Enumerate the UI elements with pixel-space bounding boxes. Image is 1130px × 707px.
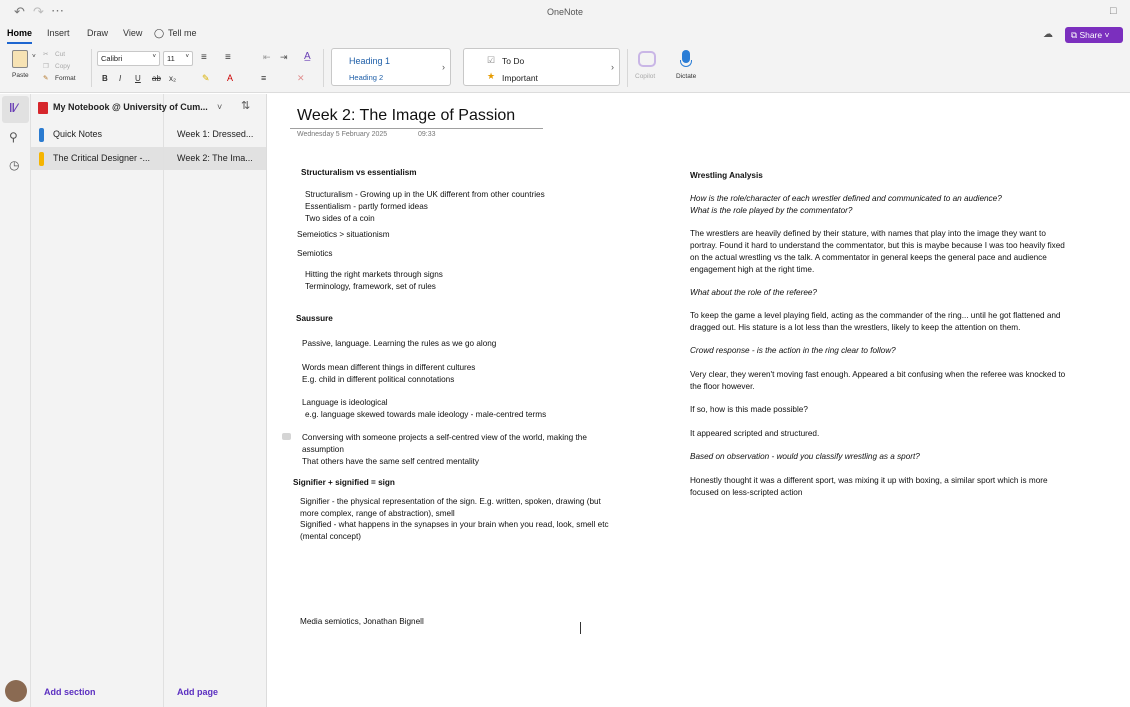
font-size-value: 11 xyxy=(167,54,175,63)
note-line[interactable]: Essentialism - partly formed ideas xyxy=(305,202,428,211)
heading-saussure[interactable]: Saussure xyxy=(296,314,333,323)
format-painter-icon: ✎ xyxy=(43,75,49,82)
highlight-icon[interactable]: ✎ xyxy=(202,73,210,83)
answer-line[interactable]: engagement high at the right time. xyxy=(690,265,815,274)
page-canvas[interactable] xyxy=(268,94,1130,707)
text-cursor xyxy=(580,622,581,634)
note-line[interactable]: e.g. language skewed towards male ideology - male-centred terms xyxy=(305,410,547,419)
tab-tell-me[interactable]: Tell me xyxy=(168,28,197,38)
title-underline xyxy=(290,128,543,129)
note-line[interactable]: That others have the same self centred mentality xyxy=(302,457,480,466)
answer-line[interactable]: Honestly thought it was a different sport, was mixing it up with boxing, a similar sport which is more xyxy=(690,476,1048,485)
question-line[interactable]: Based on observation - would you classify wrestling as a sport? xyxy=(690,452,920,461)
note-line[interactable]: Passive, language. Learning the rules as we go along xyxy=(302,339,497,348)
font-color-icon[interactable]: A xyxy=(227,73,234,83)
tag-important[interactable]: Important xyxy=(502,73,538,83)
question-line[interactable]: What is the role played by the commentator? xyxy=(690,206,853,215)
add-page-button[interactable]: Add page xyxy=(177,687,219,697)
active-tab-indicator xyxy=(7,42,32,44)
align-icon[interactable]: ≡ xyxy=(261,73,267,83)
page-item-week-2[interactable] xyxy=(164,147,266,170)
question-line[interactable]: What about the role of the referee? xyxy=(690,288,817,297)
ribbon xyxy=(0,45,1130,93)
answer-line[interactable]: focused on less-scripted action xyxy=(690,488,803,497)
italic-button[interactable]: I xyxy=(119,74,122,83)
tab-home[interactable]: Home xyxy=(7,28,33,38)
numbered-list-icon[interactable]: ≡ xyxy=(225,52,231,63)
answer-line[interactable]: To keep the game a level playing field, acting as the commander of the ring... until he got flattened and xyxy=(690,311,1061,320)
note-line[interactable]: Structuralism - Growing up in the UK different from other countries xyxy=(305,190,545,199)
pages-pane xyxy=(164,94,267,707)
star-icon: ★ xyxy=(487,71,496,81)
share-label: Share xyxy=(1079,30,1103,40)
subscript-button[interactable]: x₂ xyxy=(169,74,177,83)
notebook-name[interactable]: My Notebook @ University of Cum... xyxy=(53,102,208,112)
dictate-button[interactable]: Dictate xyxy=(676,73,697,80)
sections-pane xyxy=(31,94,164,707)
clipboard-icon[interactable] xyxy=(12,50,28,68)
font-name-value: Calibri xyxy=(101,54,123,63)
recent-clock-icon[interactable]: ◷ xyxy=(9,158,20,172)
font-size-select[interactable] xyxy=(163,51,193,66)
tab-view[interactable]: View xyxy=(123,28,143,38)
expand-window-icon[interactable]: □ xyxy=(1110,5,1117,17)
page-label: Week 1: Dressed... xyxy=(177,129,254,139)
strikethrough-button[interactable]: ab xyxy=(152,74,161,83)
heading-sign[interactable]: Signifier + signified = sign xyxy=(293,478,395,487)
app-title: OneNote xyxy=(546,7,584,17)
format-painter-button[interactable]: Format xyxy=(55,75,76,82)
styles-gallery[interactable] xyxy=(331,48,451,86)
copy-icon: ❐ xyxy=(43,63,49,70)
comments-icon[interactable]: ☁ xyxy=(1043,29,1053,40)
tab-insert[interactable]: Insert xyxy=(47,28,70,38)
share-icon: ⧉ xyxy=(1071,30,1080,40)
style-heading-2[interactable]: Heading 2 xyxy=(349,73,384,82)
question-line[interactable]: Crowd response - is the action in the ring clear to follow? xyxy=(690,346,896,355)
clear-formatting-icon[interactable]: A̲ xyxy=(304,51,311,62)
notebook-icon xyxy=(38,102,48,114)
more-options-icon[interactable]: ⋯ xyxy=(51,3,64,18)
navigation-rail xyxy=(0,94,31,707)
question-line[interactable]: How is the role/character of each wrestler defined and communicated to an audience? xyxy=(690,194,1002,203)
note-line[interactable]: E.g. child in different political connotations xyxy=(302,375,455,384)
bold-button[interactable]: B xyxy=(102,74,108,83)
divider xyxy=(323,49,324,87)
answer-line[interactable]: dragged out. His stature is a lot less than the wrestlers, likely to keep the attention on them. xyxy=(690,323,1021,332)
add-section-button[interactable]: Add section xyxy=(44,687,96,697)
microphone-stand-icon xyxy=(680,60,692,67)
heading-wrestling-analysis[interactable]: Wrestling Analysis xyxy=(690,171,763,180)
section-color-tab xyxy=(39,128,44,142)
undo-icon[interactable]: ↶ xyxy=(14,4,25,19)
avatar[interactable] xyxy=(5,680,27,702)
note-line[interactable]: Language is ideological xyxy=(302,398,388,407)
chevron-down-icon: ˅ xyxy=(185,54,189,60)
answer-line[interactable]: on the actual wrestling vs the talk. A commentator in general keeps the general pace and audience xyxy=(690,253,1047,262)
bullet-list-icon[interactable]: ≡ xyxy=(201,52,207,63)
cut-icon: ✂ xyxy=(43,51,49,58)
section-item-quick-notes[interactable] xyxy=(31,123,163,146)
indent-icon[interactable]: ⇥ xyxy=(280,52,288,62)
answer-line[interactable]: The wrestlers are heavily defined by their stature, with names that play into the image they want to xyxy=(690,229,1046,238)
notebooks-icon[interactable]: ‖⁄ xyxy=(9,101,17,115)
tags-gallery[interactable] xyxy=(463,48,620,86)
page-time: 09:33 xyxy=(418,131,436,138)
chevron-right-icon[interactable]: › xyxy=(611,62,614,72)
note-line[interactable]: Hitting the right markets through signs xyxy=(305,270,443,279)
section-item-critical-designer[interactable] xyxy=(31,147,163,170)
delete-icon[interactable]: ✕ xyxy=(297,73,305,83)
note-line[interactable]: Semeiotics > situationism xyxy=(297,230,390,239)
note-line[interactable]: Conversing with someone projects a self-centred view of the world, making the xyxy=(302,433,587,442)
divider xyxy=(91,49,92,87)
note-line[interactable]: (mental concept) xyxy=(300,532,361,541)
section-label: The Critical Designer -... xyxy=(53,153,151,163)
checkbox-icon: ☑ xyxy=(487,55,496,65)
note-line[interactable]: more complex, range of abstraction), smell xyxy=(300,509,455,518)
page-label: Week 2: The Ima... xyxy=(177,153,253,163)
title-bar xyxy=(0,0,1130,25)
note-line[interactable]: Semiotics xyxy=(297,249,333,258)
outdent-icon[interactable]: ⇤ xyxy=(263,52,271,62)
answer-line[interactable]: portray. Found it hard to understand the commentator, but this is maybe because I was too heavily fixed xyxy=(690,241,1065,250)
note-line[interactable]: Words mean different things in different cultures xyxy=(302,363,476,372)
chevron-down-icon[interactable]: ˅ xyxy=(217,102,223,112)
question-line[interactable]: If so, how is this made possible? xyxy=(690,405,808,414)
note-line[interactable]: Signifier - the physical representation of the sign. E.g. written, spoken, drawing (but xyxy=(300,497,601,506)
paste-button[interactable]: Paste xyxy=(12,72,29,79)
lightbulb-icon: ◯ xyxy=(154,28,165,38)
divider xyxy=(627,49,628,87)
chevron-down-icon[interactable]: ˅ xyxy=(32,53,36,60)
note-line[interactable]: Media semiotics, Jonathan Bignell xyxy=(300,617,424,626)
underline-button[interactable]: U xyxy=(135,74,141,83)
page-date: Wednesday 5 February 2025 xyxy=(297,131,388,138)
page-item-week-1[interactable] xyxy=(164,123,266,146)
section-label: Quick Notes xyxy=(53,129,103,139)
redo-icon[interactable]: ↷ xyxy=(33,4,44,19)
copilot-button[interactable]: Copilot xyxy=(635,73,656,80)
answer-line[interactable]: It appeared scripted and structured. xyxy=(690,429,820,438)
tag-to-do[interactable]: To Do xyxy=(502,56,525,66)
search-icon[interactable]: ⚲ xyxy=(9,130,18,144)
font-name-select[interactable] xyxy=(97,51,160,66)
notebook-header[interactable] xyxy=(31,94,267,121)
chevron-down-icon: ˅ xyxy=(1102,30,1110,40)
chevron-right-icon[interactable]: › xyxy=(442,62,445,72)
heading-structuralism[interactable]: Structuralism vs essentialism xyxy=(301,168,417,177)
page-title[interactable]: Week 2: The Image of Passion xyxy=(297,107,516,124)
answer-line[interactable]: Very clear, they weren't moving fast enough. Appeared a bit confusing when the referee was knocked to xyxy=(690,370,1066,379)
ribbon-tabs xyxy=(0,25,1130,45)
cut-button[interactable]: Cut xyxy=(55,51,66,58)
answer-line[interactable]: the floor however. xyxy=(690,382,755,391)
note-line[interactable]: assumption xyxy=(302,445,344,454)
share-button[interactable] xyxy=(1065,27,1123,43)
tab-draw[interactable]: Draw xyxy=(87,28,109,38)
note-line[interactable]: Signified - what happens in the synapses in your brain when you read, look, smell etc xyxy=(300,520,609,529)
copilot-icon[interactable] xyxy=(638,51,656,67)
paragraph-handle-icon[interactable] xyxy=(282,433,291,440)
note-line[interactable]: Terminology, framework, set of rules xyxy=(305,282,436,291)
copy-button[interactable]: Copy xyxy=(55,63,71,70)
sort-icon[interactable]: ⇅ xyxy=(241,100,251,112)
style-heading-1[interactable]: Heading 1 xyxy=(349,56,391,66)
chevron-down-icon: ˅ xyxy=(152,54,156,60)
section-color-tab xyxy=(39,152,44,166)
note-line[interactable]: Two sides of a coin xyxy=(305,214,375,223)
